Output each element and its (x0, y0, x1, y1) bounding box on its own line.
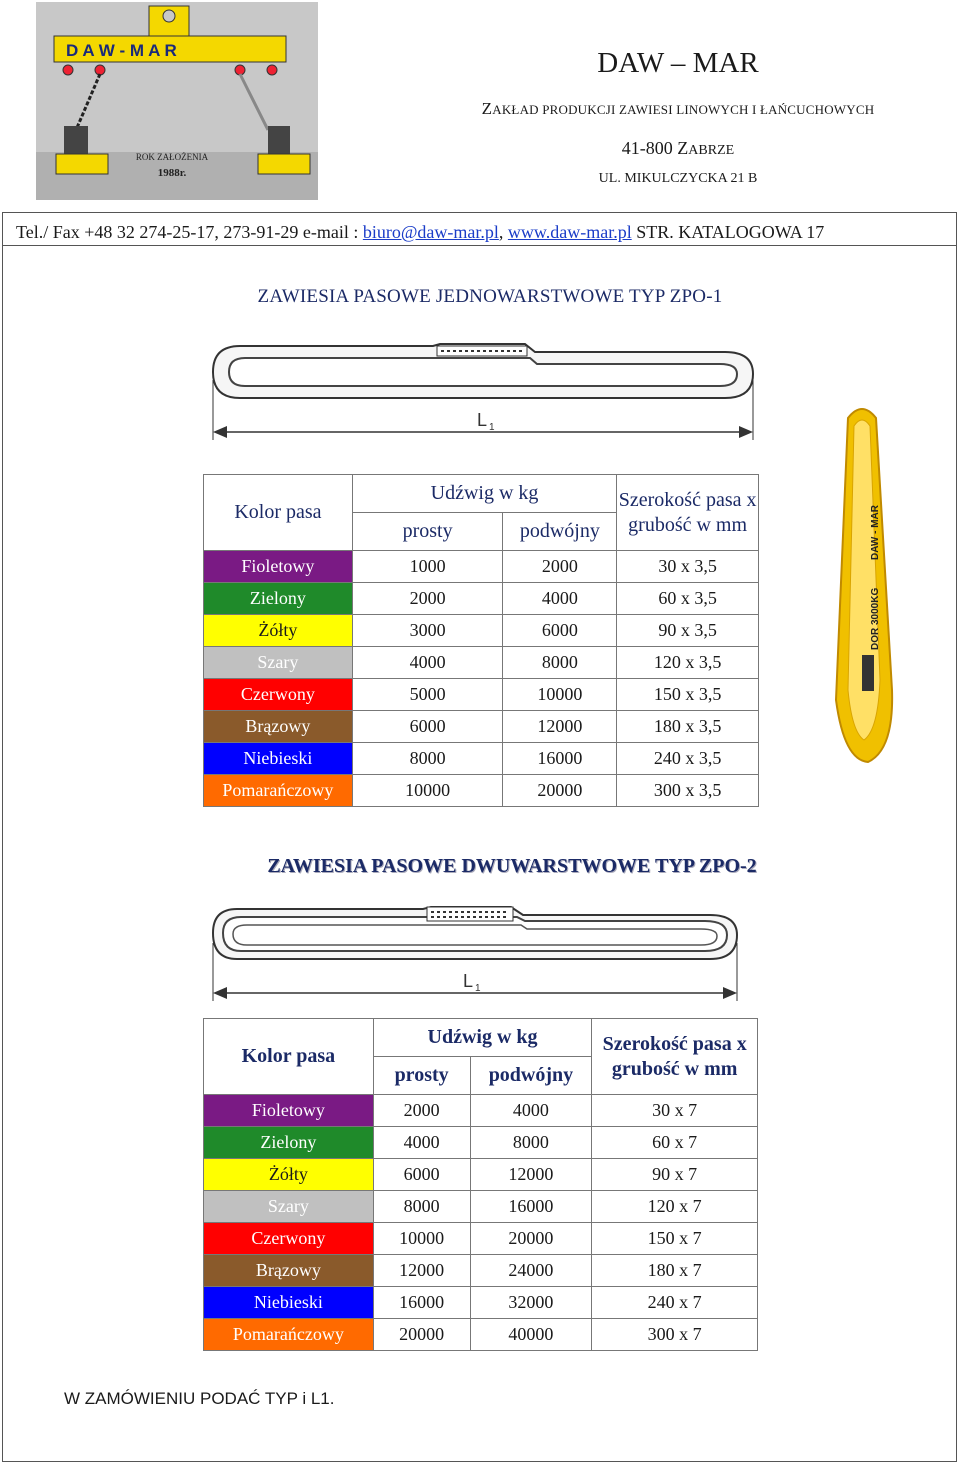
capacity-straight-cell: 10000 (373, 1223, 470, 1255)
capacity-straight-cell: 10000 (352, 775, 503, 807)
width-cell: 120 x 3,5 (617, 647, 759, 679)
table-row (204, 1223, 758, 1255)
capacity-double-cell: 32000 (470, 1287, 592, 1319)
contact-phone: Tel./ Fax +48 32 274-25-17, 273-91-29 e-mail : (16, 222, 363, 242)
length-label: L (477, 410, 488, 430)
color-cell: Zielony (204, 1127, 374, 1159)
color-cell: Pomarańczowy (204, 775, 353, 807)
capacity-straight-cell: 8000 (373, 1191, 470, 1223)
logo-founded-year: 1988r. (157, 167, 187, 179)
width-cell: 30 x 7 (592, 1095, 758, 1127)
width-cell: 180 x 3,5 (617, 711, 759, 743)
capacity-straight-cell: 4000 (373, 1127, 470, 1159)
width-cell: 300 x 3,5 (617, 775, 759, 807)
capacity-double-cell: 8000 (503, 647, 617, 679)
table-row (204, 551, 759, 583)
header-double: podwójny (503, 513, 617, 551)
header-capacity: Udźwig w kg (352, 475, 616, 513)
photo-label-capacity: DOR 3000KG (870, 587, 881, 650)
width-cell: 30 x 3,5 (617, 551, 759, 583)
company-header (388, 44, 960, 190)
width-cell: 240 x 3,5 (617, 743, 759, 775)
header-width-2: Szerokość pasa x grubość w mm (592, 1019, 758, 1095)
section2-title: ZAWIESIA PASOWE DWUWARSTWOWE TYP ZPO-2 (267, 855, 757, 877)
contact-comma: , (498, 222, 508, 242)
capacity-double-cell: 4000 (470, 1095, 592, 1127)
capacity-double-cell: 20000 (470, 1223, 592, 1255)
table-row (204, 743, 759, 775)
capacity-straight-cell: 8000 (352, 743, 503, 775)
company-subtitle-lead: Z (481, 99, 493, 118)
table-row (204, 1191, 758, 1223)
color-cell: Fioletowy (204, 1095, 374, 1127)
capacity-straight-cell: 4000 (352, 647, 503, 679)
table-row (204, 679, 759, 711)
capacity-double-cell: 16000 (470, 1191, 592, 1223)
sling-diagram-single (205, 340, 765, 448)
header-straight: prosty (352, 513, 503, 551)
capacity-double-cell: 12000 (503, 711, 617, 743)
header-width: Szerokość pasa x grubość w mm (617, 475, 759, 551)
table-row (204, 583, 759, 615)
width-cell: 240 x 7 (592, 1287, 758, 1319)
sling-photo (818, 400, 898, 770)
color-cell: Niebieski (204, 1287, 374, 1319)
section1-title: ZAWIESIA PASOWE JEDNOWARSTWOWE TYP ZPO-1 (257, 286, 723, 307)
width-cell: 150 x 3,5 (617, 679, 759, 711)
color-cell: Czerwony (204, 1223, 374, 1255)
table-row (204, 1255, 758, 1287)
capacity-double-cell: 40000 (470, 1319, 592, 1351)
website-link[interactable]: www.daw-mar.pl (507, 222, 632, 242)
order-note: W ZAMÓWIENIU PODAĆ TYP i L1. (64, 1389, 335, 1408)
capacity-straight-cell: 6000 (373, 1159, 470, 1191)
capacity-double-cell: 16000 (503, 743, 617, 775)
table-row (204, 615, 759, 647)
width-cell: 150 x 7 (592, 1223, 758, 1255)
capacity-double-cell: 6000 (503, 615, 617, 647)
email-link[interactable]: biuro@daw-mar.pl (362, 222, 499, 242)
capacity-straight-cell: 5000 (352, 679, 503, 711)
table-row (204, 1095, 758, 1127)
logo-founded-label: ROK ZAŁOŻENIA (135, 152, 209, 162)
contact-line (16, 220, 824, 244)
width-cell: 90 x 3,5 (617, 615, 759, 647)
capacity-straight-cell: 6000 (352, 711, 503, 743)
photo-label-brand: DAW - MAR (870, 505, 881, 560)
color-cell: Pomarańczowy (204, 1319, 374, 1351)
color-cell: Zielony (204, 583, 353, 615)
capacity-double-cell: 2000 (503, 551, 617, 583)
color-cell: Brązowy (204, 711, 353, 743)
color-cell: Żółty (204, 615, 353, 647)
capacity-straight-cell: 2000 (373, 1095, 470, 1127)
color-cell: Fioletowy (204, 551, 353, 583)
capacity-straight-cell: 1000 (352, 551, 503, 583)
logo-brand-text: D A W - M A R (66, 41, 177, 60)
sling-diagram-double (205, 903, 745, 1007)
header-capacity-2: Udźwig w kg (373, 1019, 592, 1057)
capacity-double-cell: 10000 (503, 679, 617, 711)
length-subscript: 1 (489, 422, 495, 433)
table-row (204, 1287, 758, 1319)
capacity-straight-cell: 3000 (352, 615, 503, 647)
company-subtitle (388, 96, 960, 123)
company-logo (36, 2, 318, 200)
color-cell: Szary (204, 647, 353, 679)
width-cell: 90 x 7 (592, 1159, 758, 1191)
table-row (204, 1127, 758, 1159)
width-cell: 120 x 7 (592, 1191, 758, 1223)
color-cell: Czerwony (204, 679, 353, 711)
length-label-2: L (463, 971, 474, 991)
table-zpo2 (203, 1018, 758, 1351)
contact-divider (2, 245, 957, 246)
width-cell: 60 x 7 (592, 1127, 758, 1159)
table-row (204, 775, 759, 807)
header-color-2: Kolor pasa (204, 1019, 374, 1095)
capacity-double-cell: 8000 (470, 1127, 592, 1159)
length-subscript-2: 1 (475, 983, 481, 994)
capacity-straight-cell: 20000 (373, 1319, 470, 1351)
company-city (388, 137, 960, 162)
capacity-straight-cell: 16000 (373, 1287, 470, 1319)
company-street (388, 165, 960, 190)
capacity-double-cell: 20000 (503, 775, 617, 807)
capacity-straight-cell: 12000 (373, 1255, 470, 1287)
capacity-double-cell: 12000 (470, 1159, 592, 1191)
header-double-2: podwójny (470, 1057, 592, 1095)
company-name: DAW – MAR (597, 47, 759, 79)
company-city-rest: ABRZE (688, 143, 735, 158)
color-cell: Brązowy (204, 1255, 374, 1287)
company-street-rest: IKULCZYCKA 21 B (636, 171, 758, 186)
header-color: Kolor pasa (204, 475, 353, 551)
table-row (204, 711, 759, 743)
company-subtitle-rest: AKŁAD PRODUKCJI ZAWIESI LINOWYCH I ŁAŃCUCHOWYCH (492, 102, 875, 117)
color-cell: Niebieski (204, 743, 353, 775)
color-cell: Żółty (204, 1159, 374, 1191)
header-straight-2: prosty (373, 1057, 470, 1095)
width-cell: 180 x 7 (592, 1255, 758, 1287)
capacity-double-cell: 4000 (503, 583, 617, 615)
company-street-lead: UL. M (598, 171, 637, 186)
width-cell: 60 x 3,5 (617, 583, 759, 615)
catalog-page: STR. KATALOGOWA 17 (631, 222, 825, 242)
color-cell: Szary (204, 1191, 374, 1223)
table-row (204, 647, 759, 679)
capacity-double-cell: 24000 (470, 1255, 592, 1287)
table-zpo1 (203, 474, 759, 807)
table-row (204, 1319, 758, 1351)
table-row (204, 1159, 758, 1191)
company-city-code: 41-800 Z (621, 138, 689, 158)
capacity-straight-cell: 2000 (352, 583, 503, 615)
width-cell: 300 x 7 (592, 1319, 758, 1351)
